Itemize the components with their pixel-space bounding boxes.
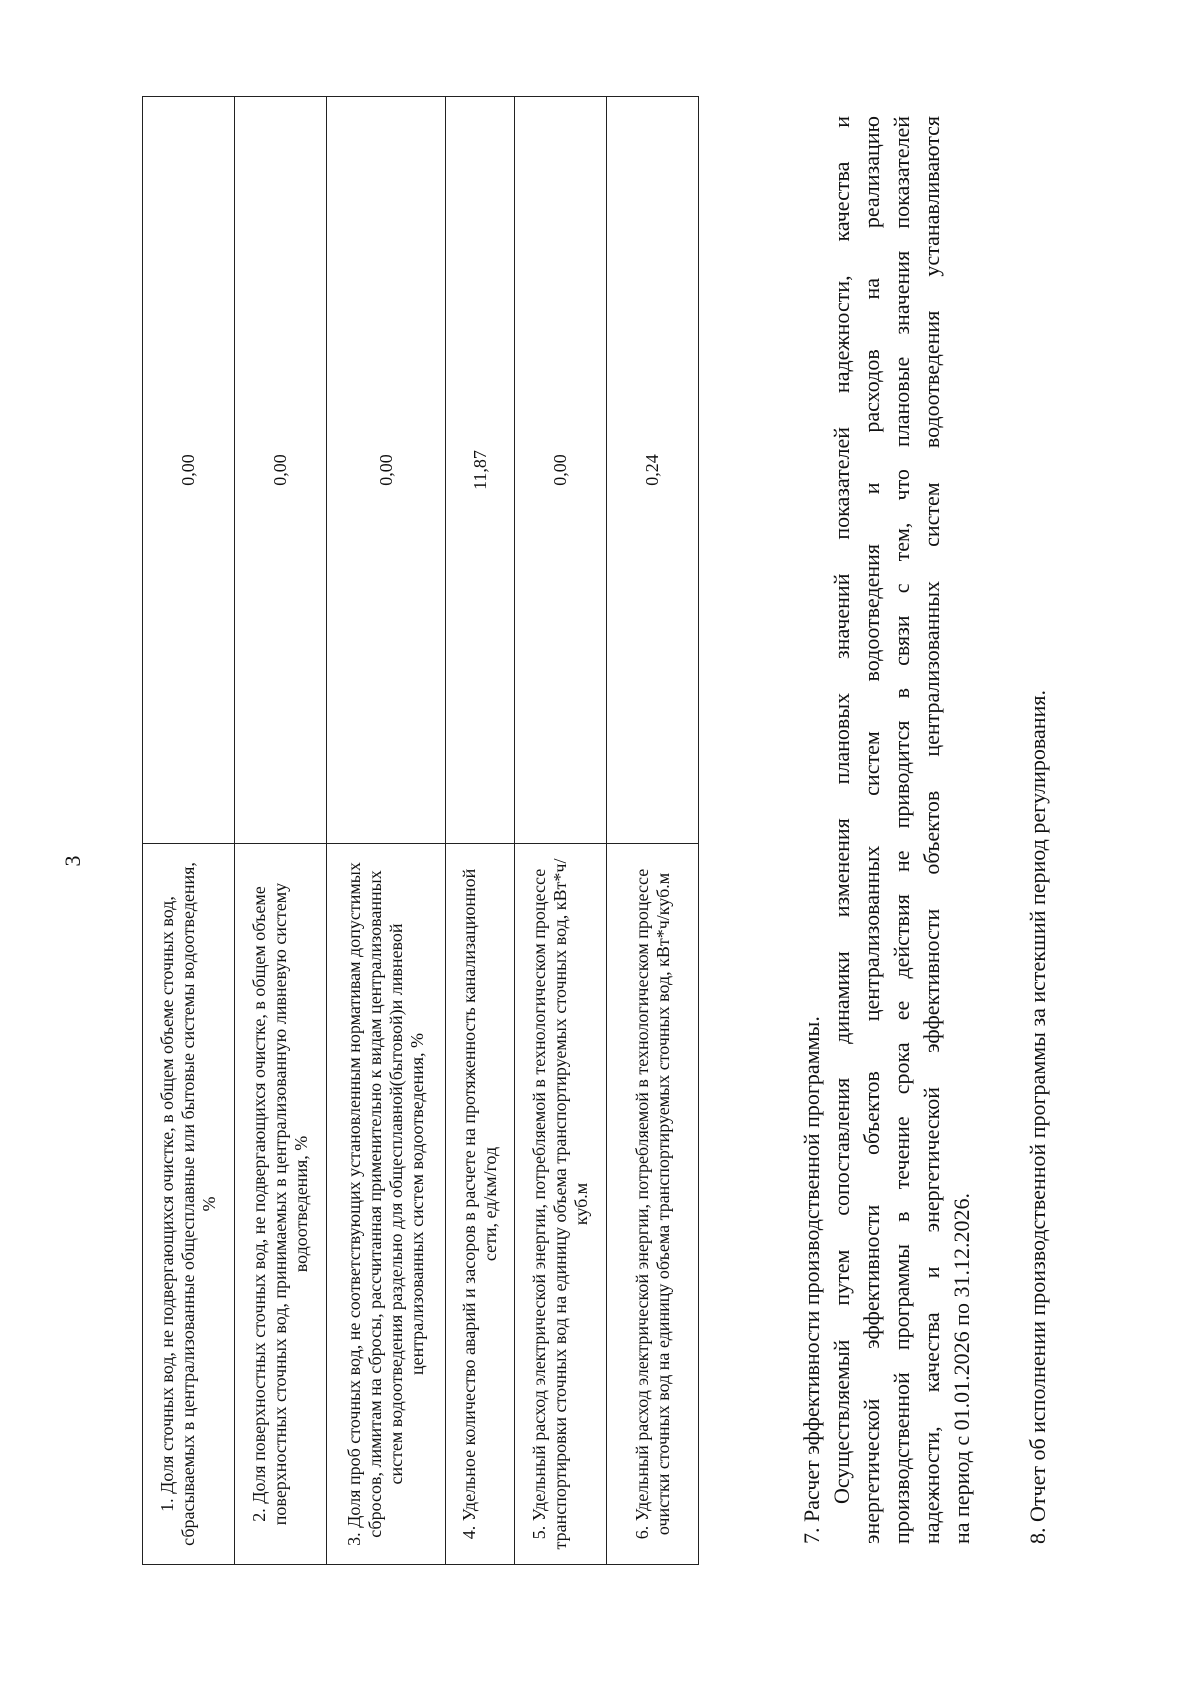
indicator-value: 0,24 [607, 97, 699, 844]
section-7-line: энергетической эффективности объектов централизованных систем водоотведения и расходов на реализацию [859, 116, 884, 1544]
indicator-name: 1. Доля сточных вод, не подвергающихся очистке, в общем объеме сточных вод, сбрасываемых в централизованные общесплавные или бытовые системы водоотведения, % [143, 844, 235, 1565]
indicator-value: 0,00 [235, 97, 327, 844]
table-row [446, 97, 515, 1565]
body-text [797, 116, 1053, 1544]
table-row [143, 97, 235, 1565]
indicator-value: 0,00 [327, 97, 446, 844]
table-row [235, 97, 327, 1565]
indicator-value: 11,87 [446, 97, 515, 844]
section-7-last-line: на период с 01.01.2026 по 31.12.2026. [949, 1193, 974, 1544]
table-row [327, 97, 446, 1565]
table-row [607, 97, 699, 1565]
indicator-value: 0,00 [515, 97, 607, 844]
table-row [515, 97, 607, 1565]
indicator-name: 6. Удельный расход электрической энергии, потребляемой в технологическом процессе очистки сточных вод на единицу объема транспортируемых сточных вод, кВт*ч/куб.м [607, 844, 699, 1565]
indicator-name: 3. Доля проб сточных вод, не соответствующих установленным нормативам допустимых сбросов, лимитам на сбросы, рассчитанная применительно к видам централизованных систем водоотведения раздельно для общесплавной(бытовой)и ливневой централизованных систем водоотведения, % [327, 844, 446, 1565]
indicator-name: 2. Доля поверхностных сточных вод, не подвергающихся очистке, в общем объеме поверхностных сточных вод, принимаемых в централизованную ливневую систему водоотведения, % [235, 844, 327, 1565]
section-8-text: 8. Отчет об исполнении производственной программы за истекший период регулирования. [1025, 690, 1050, 1544]
page-number: 3 [60, 855, 85, 867]
section-7-line: надежности, качества и энергетической эффективности объектов централизованных систем водоотведения устанавливаются [919, 116, 944, 1544]
indicators-table [142, 96, 699, 1565]
section-7-heading: 7. Расчет эффективности производственной программы. [799, 1016, 824, 1544]
document-page [40, 61, 1160, 1661]
indicator-value: 0,00 [143, 97, 235, 844]
indicator-name: 4. Удельное количество аварий и засоров в расчете на протяженность канализационной сети, ед/км/год [446, 844, 515, 1565]
section-7-line: Осуществляемый путем сопоставления динамики изменения плановых значений показателей надежности, качества и [829, 116, 854, 1504]
indicator-name: 5. Удельный расход электрической энергии, потребляемой в технологическом процессе транспортировки сточных вод на единицу объема транспортируемых сточных вод, кВт*ч/куб.м [515, 844, 607, 1565]
section-7-line: производственной программы в течение срока ее действия не приводится в связи с тем, что плановые значения показателей [889, 116, 914, 1544]
